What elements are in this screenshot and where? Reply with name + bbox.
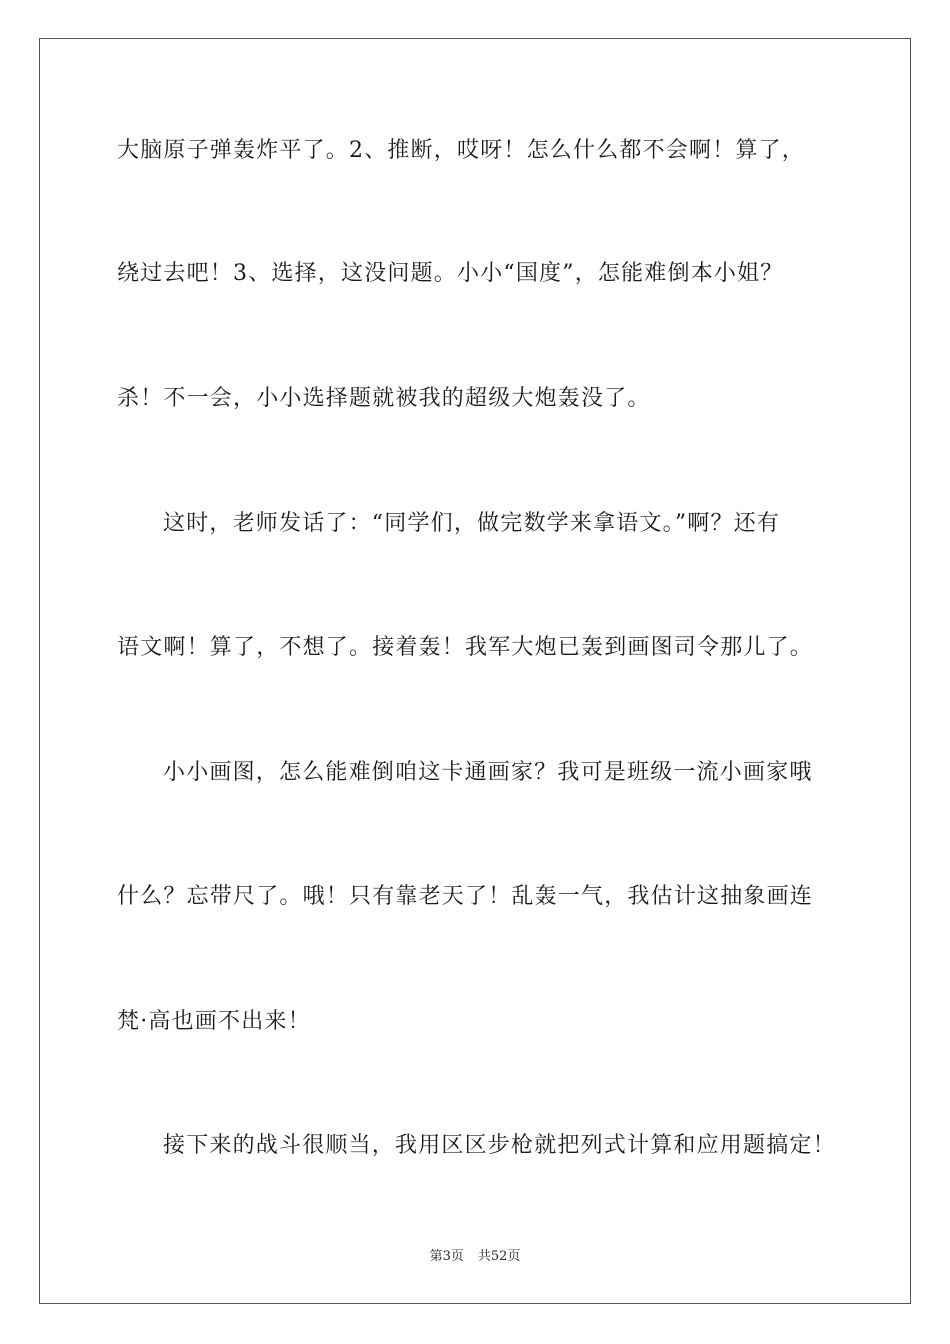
page-total: 共52页 [477,1249,521,1264]
page-footer [0,1248,950,1266]
text-line-9: 接下来的战斗很顺当，我用区区步枪就把列式计算和应用题搞定！ [163,1133,836,1158]
text-line-3: 杀！不一会，小小选择题就被我的超级大炮轰没了。 [117,386,651,411]
text-line-6: 小小画图，怎么能难倒咱这卡通画家？我可是班级一流小画家哦 [163,760,813,785]
text-line-8: 梵·高也画不出来！ [117,1009,311,1034]
text-line-7: 什么？忘带尺了。哦！只有靠老天了！乱轰一气，我估计这抽象画连 [117,884,814,909]
page-number: 第3页 [429,1249,464,1264]
text-line-1: 大脑原子弹轰炸平了。2、推断，哎呀！怎么什么都不会啊！算了， [117,138,805,163]
text-line-4: 这时，老师发话了：“同学们，做完数学来拿语文。”啊？还有 [163,511,781,536]
page-frame [39,38,911,1304]
text-line-5: 语文啊！算了，不想了。接着轰！我军大炮已轰到画图司令那儿了。 [117,635,814,660]
text-line-2: 绕过去吧！3、选择，这没问题。小小“国度”，怎能难倒本小姐？ [117,261,784,286]
